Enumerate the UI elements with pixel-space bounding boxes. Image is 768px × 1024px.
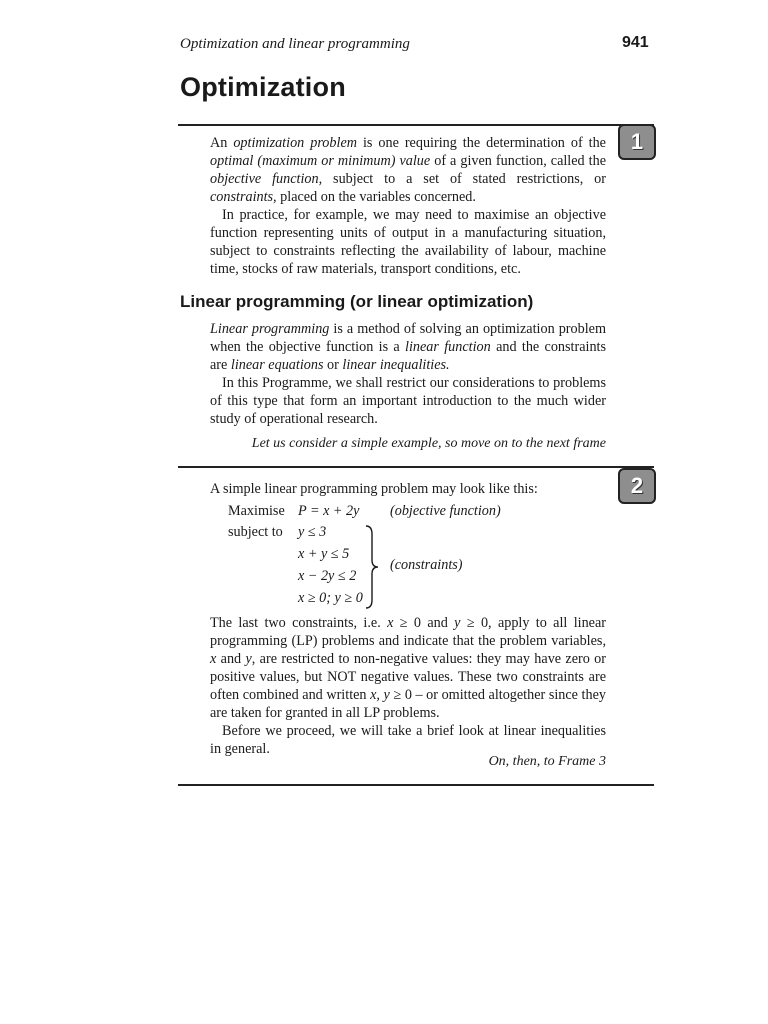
text-span: ≥ 0 and <box>393 615 455 631</box>
frame-3-cue: On, then, to Frame 3 <box>488 754 606 769</box>
page-number: 941 <box>622 34 649 51</box>
term-linear-inequalities: linear inequalities. <box>342 357 450 373</box>
constraint-3: x − 2y ≤ 2 <box>298 568 357 584</box>
frame-2-paragraph-2: Before we proceed, we will take a brief look at linear inequalities in general. <box>210 723 606 757</box>
text-span: and the constraints are <box>210 339 606 373</box>
frame-1-paragraph-2: In practice, for example, we may need to maximise an objective function representing units of output in a manufacturing situation, subject to constraints reflecting the availability of labour, machine time, stocks of raw materials, transport conditions, etc. <box>210 207 606 277</box>
frame-1-paragraph-1 <box>210 134 606 206</box>
section-heading: Linear programming (or linear optimization) <box>180 292 534 311</box>
text-span: of a given function, called the <box>430 153 606 169</box>
text-span: is a method of solving an optimization problem when the objective function is a <box>210 321 606 355</box>
subject-to-label: subject to <box>228 524 283 540</box>
section-paragraph-1 <box>210 320 606 374</box>
text-span: placed on the variables concerned. <box>276 189 476 205</box>
term-linear-function: linear function <box>405 339 491 355</box>
chapter-title: Optimization <box>180 72 346 102</box>
section-paragraph-2: In this Programme, we shall restrict our considerations to problems of this type that form an important introduction to the much wider study of operational research. <box>210 375 606 427</box>
text-span: and <box>216 651 246 667</box>
term-linear-programming: Linear programming <box>210 321 330 337</box>
next-frame-cue: Let us consider a simple example, so move on to the next frame <box>251 436 606 451</box>
frame-1-text <box>210 134 606 278</box>
frame-2-intro: A simple linear programming problem may look like this: <box>210 481 538 497</box>
running-title: Optimization and linear programming <box>180 36 410 52</box>
frame-2-paragraph-1 <box>210 614 606 722</box>
maximise-row <box>228 503 285 520</box>
frame-1-badge: 1 <box>618 124 656 160</box>
term-optimization-problem: optimization problem <box>233 135 357 151</box>
subject-to-row <box>228 524 283 541</box>
constraints-brace <box>364 524 380 610</box>
frame-2-text <box>210 614 606 758</box>
var-x-y: x, y <box>370 687 390 703</box>
constraint-4: x ≥ 0; y ≥ 0 <box>298 590 363 606</box>
var-x: x <box>387 615 394 631</box>
term-optimal-value: optimal (maximum or minimum) value <box>210 153 431 169</box>
objective-note: (objective function) <box>390 503 501 519</box>
section-text <box>210 320 606 428</box>
var-x: x <box>210 651 217 667</box>
term-linear-equations: linear equations <box>230 357 324 373</box>
constraints-note: (constraints) <box>390 557 463 573</box>
frame-2-bottom-rule <box>178 784 654 786</box>
text-span: ≥ 0, apply to all linear programming (LP) problems and indicate that the problem variables, <box>210 615 606 649</box>
frame-2-top-rule <box>178 466 654 468</box>
text-span: subject to a set of stated restrictions, or <box>322 171 606 187</box>
text-span: ≥ 0 – or omitted altogether since they are taken for granted in all LP problems. <box>210 687 606 721</box>
text-span: The last two constraints, i.e. <box>210 615 388 631</box>
frame-2-badge: 2 <box>618 468 656 504</box>
constraint-2: x + y ≤ 5 <box>298 546 350 562</box>
text-span: is one requiring the determination of the <box>356 135 606 151</box>
text-span: An <box>210 135 234 151</box>
text-span: or <box>323 357 343 373</box>
text-span: , are restricted to non-negative values: they may have zero or positive values, but NOT negative values. These two constraints are often combined and written <box>210 651 606 703</box>
var-y: y <box>454 615 461 631</box>
objective-expression: P = x + 2y <box>298 503 360 519</box>
term-objective-function: objective function, <box>210 171 323 187</box>
var-y: y <box>245 651 252 667</box>
maximise-label: Maximise <box>228 503 285 519</box>
constraint-1: y ≤ 3 <box>298 524 327 540</box>
term-constraints: constraints, <box>210 189 277 205</box>
frame-1-top-rule <box>178 124 654 126</box>
